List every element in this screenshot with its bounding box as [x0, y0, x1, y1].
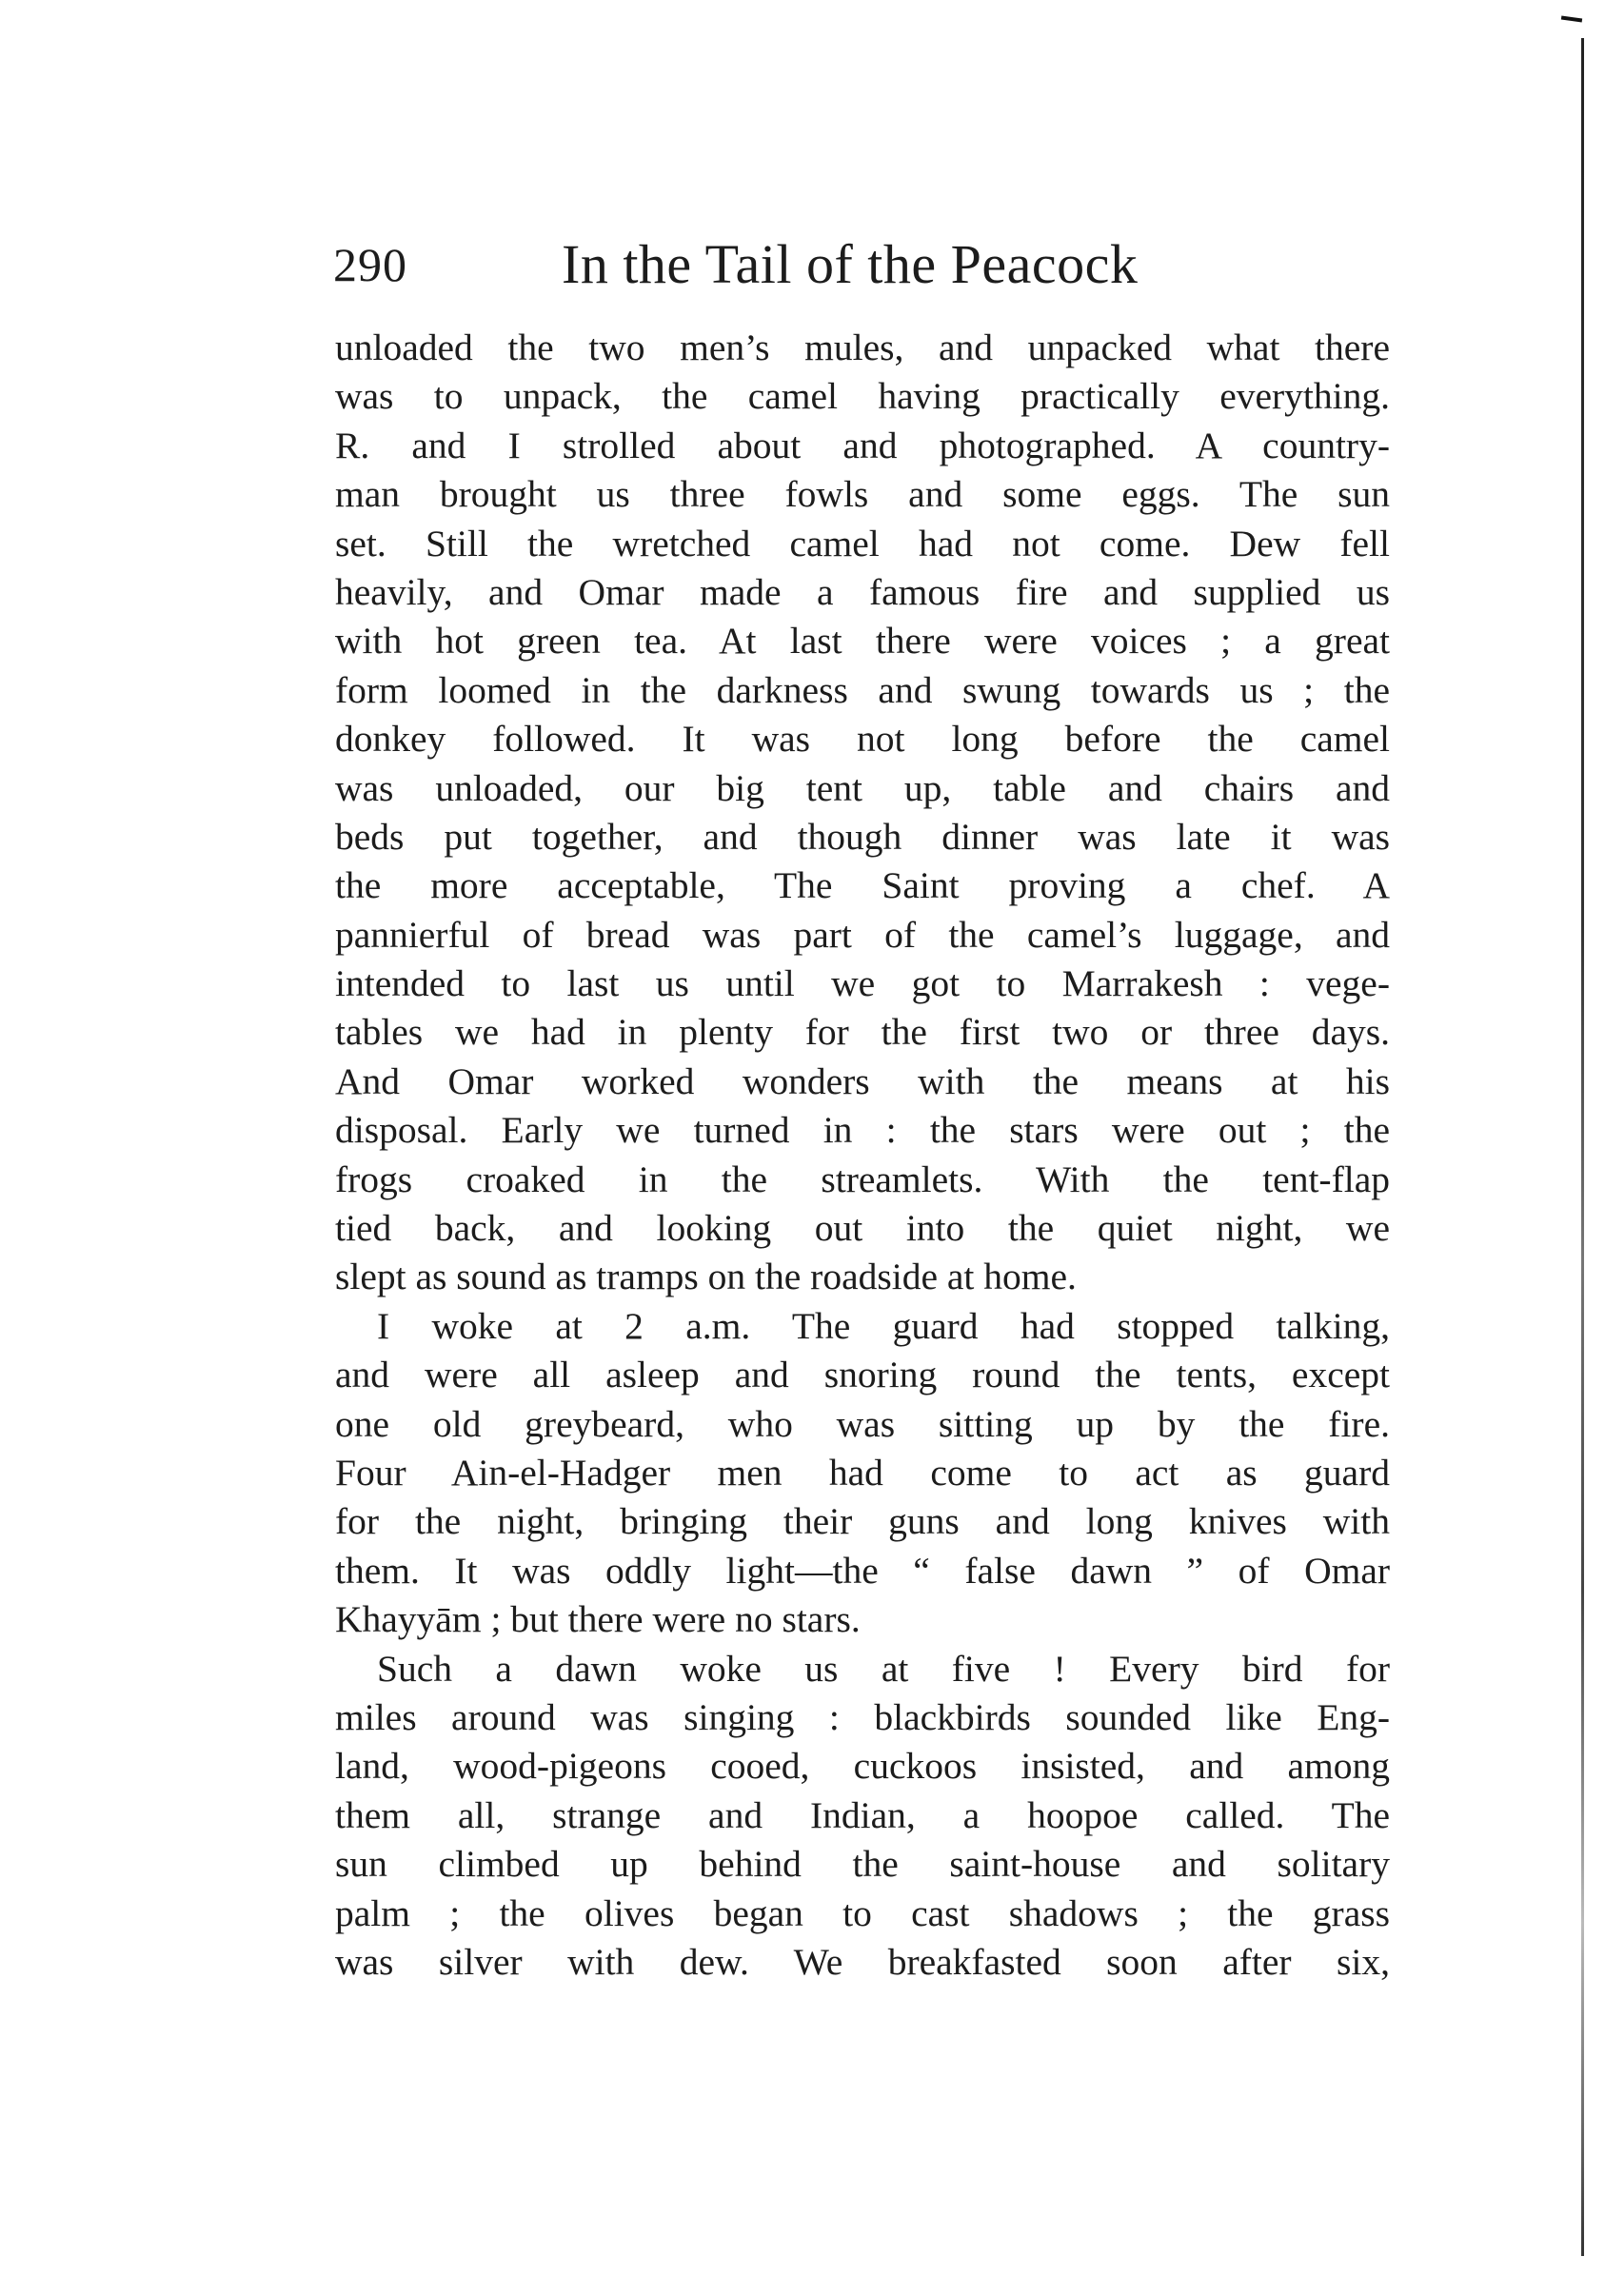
text-line: Khayyām ; but there were no stars. [335, 1598, 861, 1641]
running-title: In the Tail of the Peacock [562, 233, 1139, 295]
page-header [333, 227, 1390, 303]
text-line: miles around was singing : blackbirds sounded like Eng- [335, 1695, 1390, 1738]
text-line: the more acceptable, The Saint proving a chef. A [335, 864, 1390, 907]
text-line: frogs croaked in the streamlets. With the tent-flap [335, 1158, 1390, 1200]
text-line: land, wood-pigeons cooed, cuckoos insisted, and among [335, 1745, 1390, 1788]
text-line: was to unpack, the camel having practically everything. [335, 375, 1390, 418]
text-line: was unloaded, our big tent up, table and chairs and [335, 766, 1390, 809]
text-line: unloaded the two men’s mules, and unpacked what there [335, 327, 1390, 368]
scan-corner-mark [1561, 15, 1582, 22]
text-line: slept as sound as tramps on the roadside at home. [335, 1256, 1077, 1298]
text-line: And Omar worked wonders with the means at his [335, 1059, 1390, 1102]
text-line: them. It was oddly light—the “ false dawn ” of Omar [335, 1549, 1390, 1592]
text-line: with hot green tea. At last there were voices ; a great [335, 620, 1390, 663]
text-line: Four Ain-el-Hadger men had come to act as guard [335, 1451, 1390, 1494]
text-line: heavily, and Omar made a famous fire and supplied us [335, 570, 1390, 613]
page-edge-line [1581, 38, 1584, 2256]
text-line: man brought us three fowls and some eggs. The sun [335, 473, 1390, 516]
text-line: palm ; the olives began to cast shadows ; the grass [335, 1891, 1390, 1934]
text-line: one old greybeard, who was sitting up by the fire. [335, 1402, 1390, 1445]
text-line: disposal. Early we turned in : the stars were out ; the [335, 1109, 1390, 1152]
text-line: intended to last us until we got to Marrakesh : vege- [335, 962, 1390, 1005]
text-line: was silver with dew. We breakfasted soon after six, [335, 1940, 1390, 1983]
text-line: for the night, bringing their guns and long knives with [335, 1500, 1390, 1543]
text-line: them all, strange and Indian, a hoopoe called. The [335, 1793, 1390, 1836]
text-line: beds put together, and though dinner was late it was [335, 815, 1390, 858]
text-line: donkey followed. It was not long before the camel [335, 718, 1390, 761]
paragraph-start-line: Such a dawn woke us at five ! Every bird for [377, 1647, 1390, 1690]
text-line: R. and I strolled about and photographed. A country- [335, 424, 1390, 466]
text-line: sun climbed up behind the saint-house and solitary [335, 1843, 1390, 1886]
text-line: and were all asleep and snoring round the tents, except [335, 1354, 1390, 1396]
text-line: set. Still the wretched camel had not come. Dew fell [335, 522, 1390, 564]
page-number: 290 [333, 238, 407, 291]
text-line: form loomed in the darkness and swung towards us ; the [335, 668, 1390, 711]
body-text [335, 324, 1390, 1987]
text-line: tables we had in plenty for the first two or three days. [335, 1011, 1390, 1054]
text-line: tied back, and looking out into the quiet night, we [335, 1207, 1390, 1250]
paragraph-start-line: I woke at 2 a.m. The guard had stopped talking, [377, 1304, 1390, 1347]
text-line: pannierful of bread was part of the camel’s luggage, and [335, 913, 1390, 956]
